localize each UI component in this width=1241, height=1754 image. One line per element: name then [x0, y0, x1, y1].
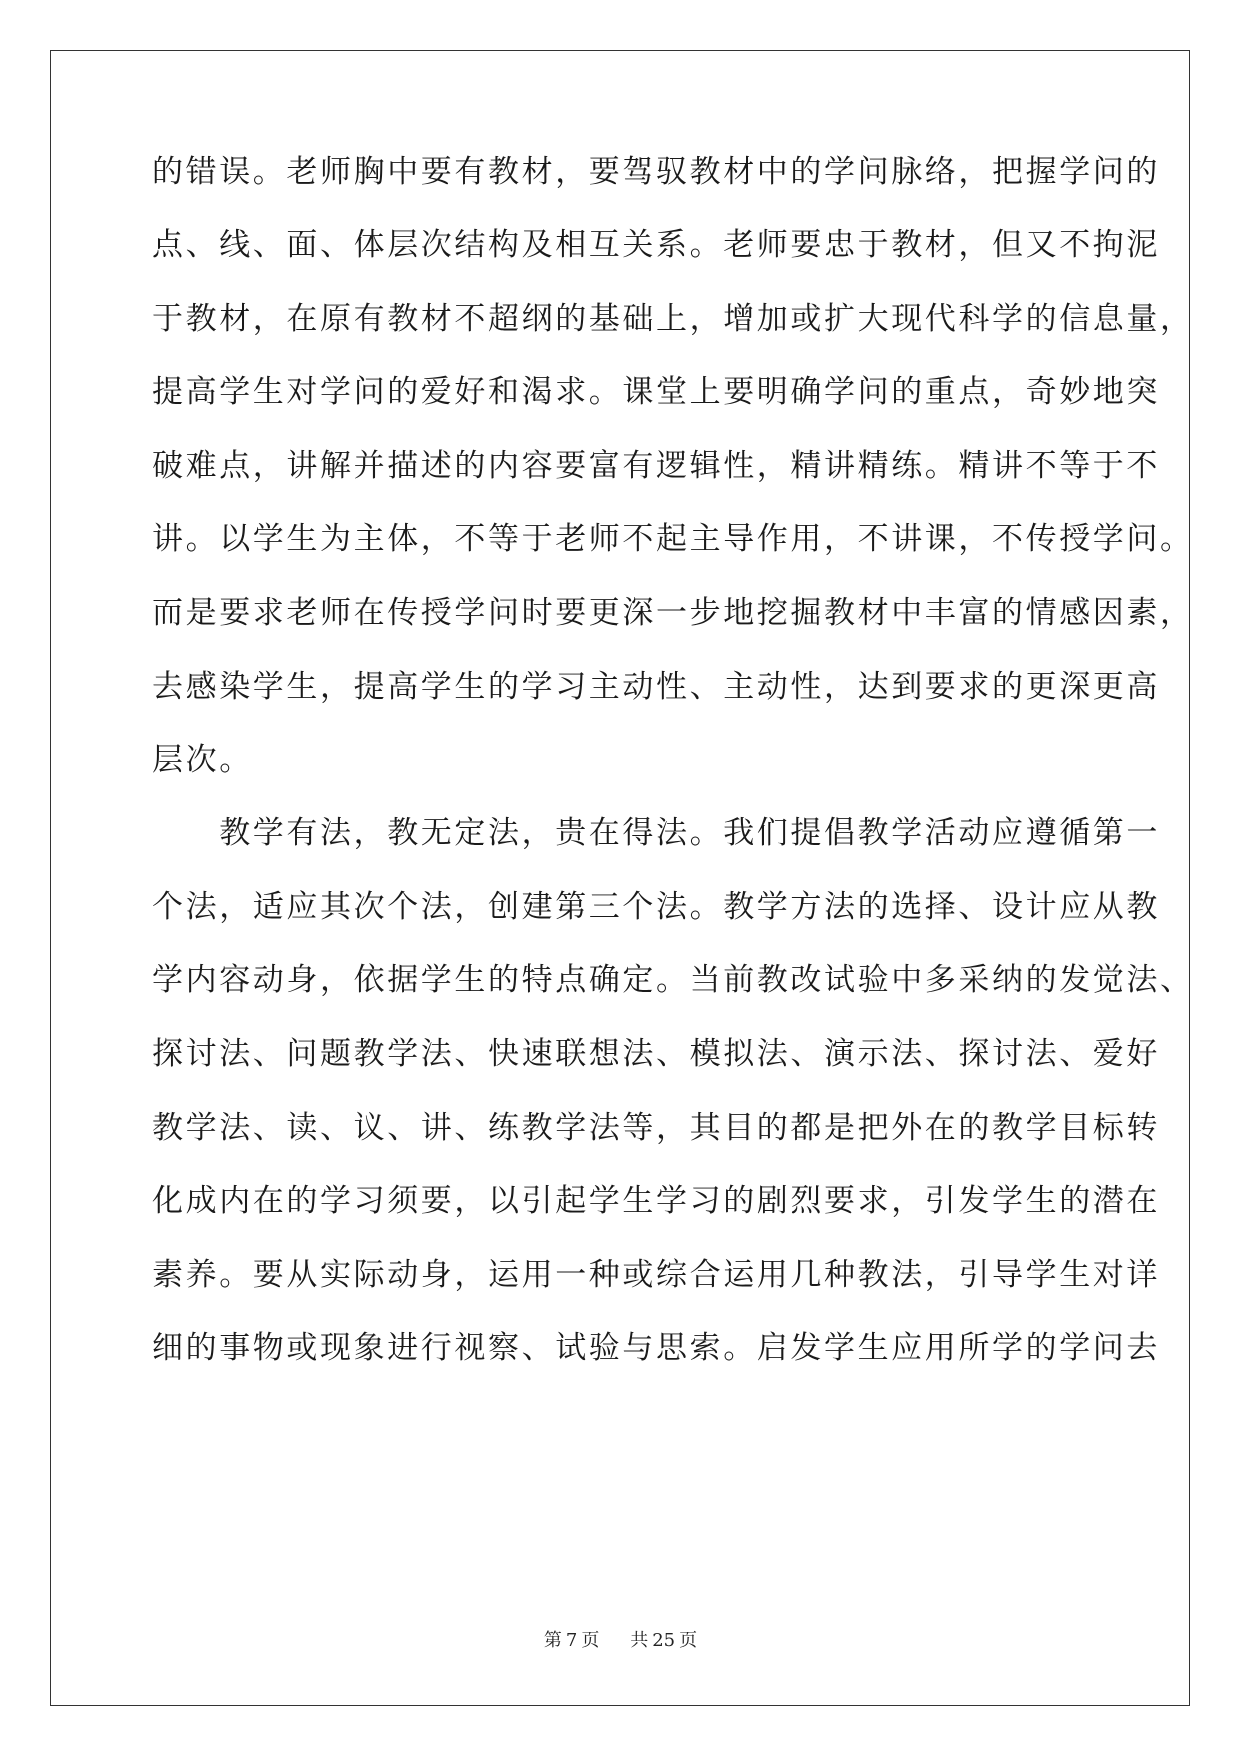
text-line: 于教材，在原有教材不超纲的基础上，增加或扩大现代科学的信息量， — [152, 301, 1194, 337]
text-line: 讲。以学生为主体，不等于老师不起主导作用，不讲课，不传授学问。 — [152, 521, 1194, 557]
total-pages: 25 — [652, 1630, 676, 1651]
text-line: 层次。 — [152, 742, 253, 778]
text-line: 去感染学生，提高学生的学习主动性、主动性，达到要求的更深更高 — [152, 669, 1160, 705]
text-line: 学内容动身，依据学生的特点确定。当前教改试验中多采纳的发觉法、 — [152, 962, 1194, 998]
text-line: 的错误。老师胸中要有教材，要驾驭教材中的学问脉络，把握学问的 — [152, 154, 1160, 190]
page-suffix: 页 — [581, 1630, 600, 1651]
page-indicator — [542, 1630, 601, 1651]
text-line: 教学法、读、议、讲、练教学法等，其目的都是把外在的教学目标转 — [152, 1110, 1160, 1146]
text-line: 素养。要从实际动身，运用一种或综合运用几种教法，引导学生对详 — [152, 1257, 1160, 1293]
text-line: 提高学生对学问的爱好和渴求。课堂上要明确学问的重点，奇妙地突 — [152, 374, 1160, 410]
text-line: 个法，适应其次个法，创建第三个法。教学方法的选择、设计应从教 — [152, 889, 1160, 925]
page-number: 7 — [565, 1630, 578, 1651]
text-line: 细的事物或现象进行视察、试验与思索。启发学生应用所学的学问去 — [152, 1330, 1160, 1366]
text-line: 点、线、面、体层次结构及相互关系。老师要忠于教材，但又不拘泥 — [152, 227, 1160, 263]
text-line: 而是要求老师在传授学问时要更深一步地挖掘教材中丰富的情感因素， — [152, 595, 1194, 631]
text-line: 化成内在的学习须要，以引起学生学习的剧烈要求，引发学生的潜在 — [152, 1183, 1160, 1219]
paragraph-start-line: 教学有法，教无定法，贵在得法。我们提倡教学活动应遵循第一 — [152, 815, 1160, 851]
total-pages-indicator — [628, 1630, 699, 1651]
text-line: 探讨法、问题教学法、快速联想法、模拟法、演示法、探讨法、爱好 — [152, 1036, 1160, 1072]
text-line: 破难点，讲解并描述的内容要富有逻辑性，精讲精练。精讲不等于不 — [152, 448, 1160, 484]
page-footer — [0, 1626, 1241, 1652]
total-suffix: 页 — [679, 1630, 698, 1651]
page-prefix: 第 — [543, 1630, 562, 1651]
total-prefix: 共 — [630, 1630, 649, 1651]
